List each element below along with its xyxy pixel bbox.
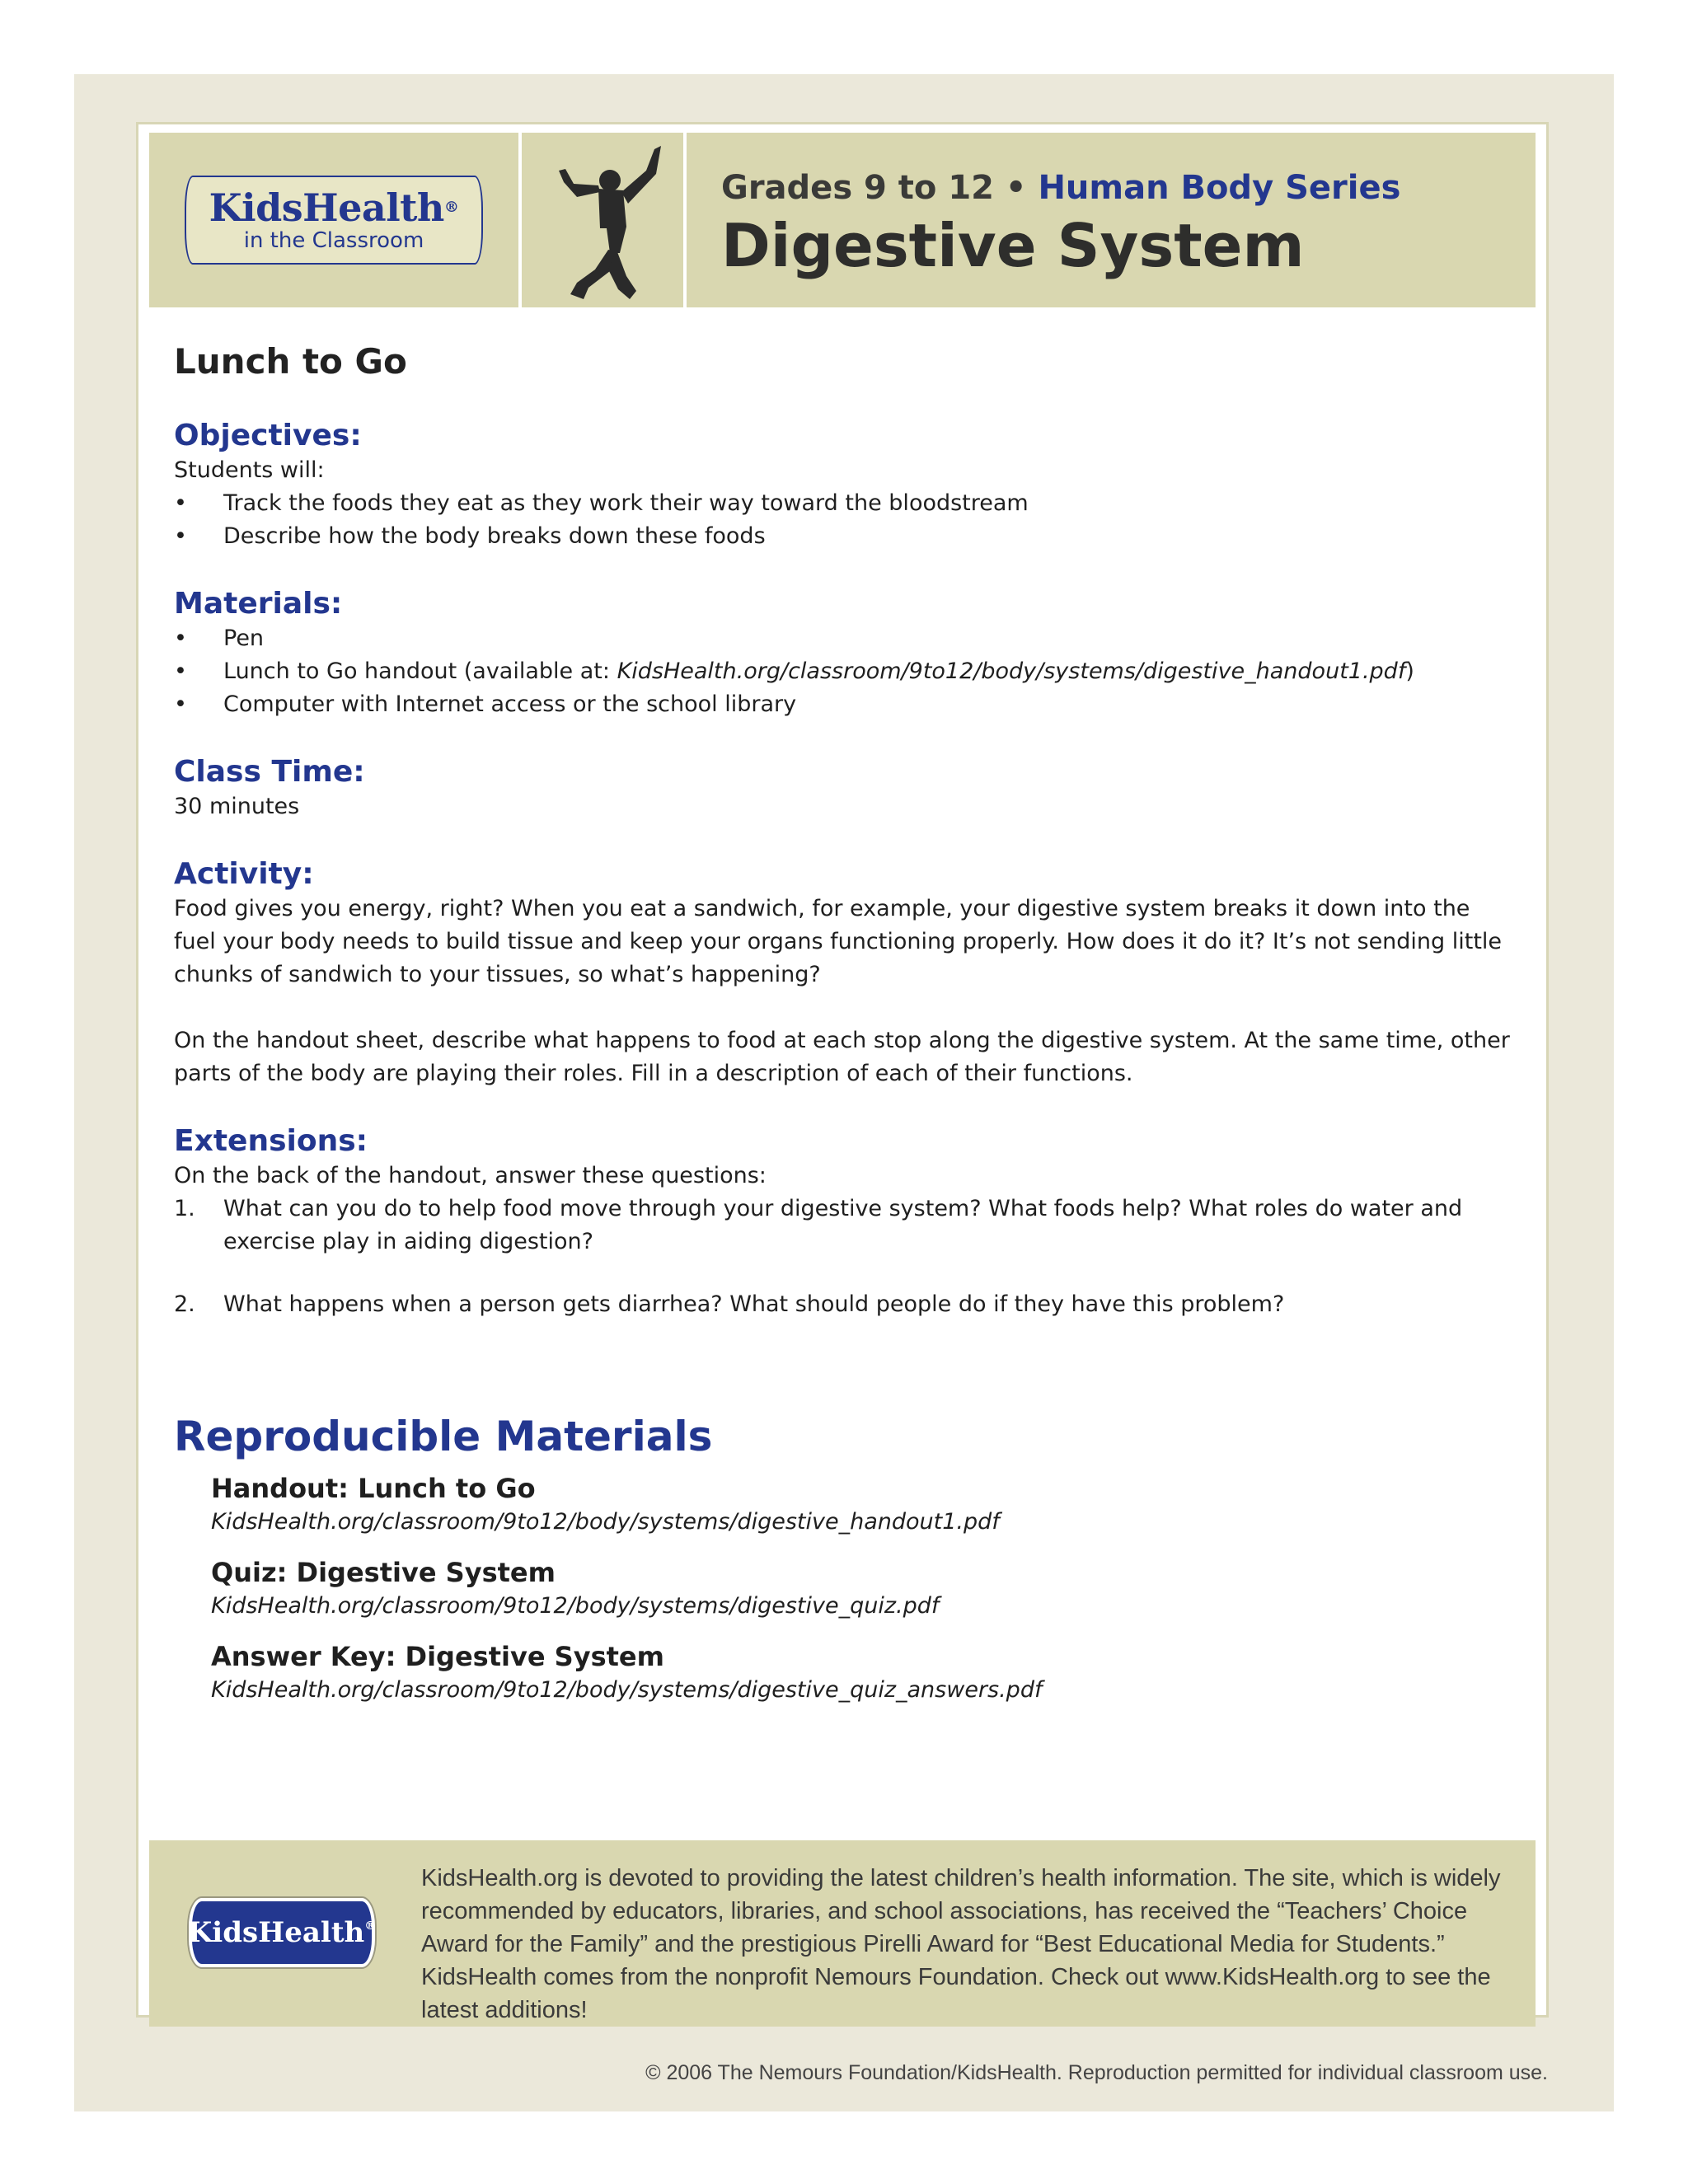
kidshealth-classroom-logo xyxy=(185,176,483,265)
item-number: 2. xyxy=(174,1291,195,1317)
item-number: 1. xyxy=(174,1196,195,1221)
objectives-heading: Objectives: xyxy=(174,419,362,452)
reproducible-item xyxy=(174,1471,1517,1539)
material-text: Lunch to Go handout (available at: xyxy=(223,658,617,684)
reproducible-link[interactable]: KidsHealth.org/classroom/9to12/body/systems/digestive_quiz_answers.pdf xyxy=(211,1677,1043,1703)
list-item xyxy=(174,655,1517,688)
list-item xyxy=(174,1288,1517,1321)
title-cell xyxy=(687,133,1536,307)
footer-logo-registered-mark: ® xyxy=(364,1919,377,1933)
objectives-section xyxy=(174,418,1517,553)
list-item xyxy=(174,1193,1517,1258)
reproducible-item xyxy=(174,1555,1517,1623)
question-text: What happens when a person gets diarrhea? What should people do if they have this problem? xyxy=(223,1291,1285,1317)
copyright-notice: © 2006 The Nemours Foundation/KidsHealth. Reproduction permitted for individual classroom use. xyxy=(645,2061,1548,2084)
logo-registered-mark: ® xyxy=(443,199,459,216)
class-time-value: 30 minutes xyxy=(174,794,300,819)
list-item xyxy=(174,520,1517,553)
objectives-intro: Students will: xyxy=(174,457,325,483)
material-text: Computer with Internet access or the school library xyxy=(223,691,797,717)
activity-paragraph: Food gives you energy, right? When you eat a sandwich, for example, your digestive system breaks it down into the fuel your body needs to build tissue and keep your organs functioning properly. How does it do it? It’s not sending little chunks of sandwich to your tissues, so what’s happening? xyxy=(174,896,1503,987)
kidshealth-logo xyxy=(189,1898,375,1967)
class-time-heading: Class Time: xyxy=(174,755,365,789)
handout-link[interactable]: KidsHealth.org/classroom/9to12/body/systems/digestive_handout1.pdf xyxy=(617,658,1406,684)
class-time-section xyxy=(174,754,1517,823)
header-band xyxy=(149,133,1536,307)
footer-description: KidsHealth.org is devoted to providing the latest children’s health information. The site, which is widely recommended by educators, libraries, and school associations, has received the “Teachers’ Choice Award for the Family” and the prestigious Pirelli Award for “Best Educational Media for Students.” KidsHealth comes from the nonprofit Nemours Foundation. Check out www.KidsHealth.org to see the latest additions! xyxy=(421,1865,1501,2023)
footer-band xyxy=(149,1840,1536,2027)
activity-heading: Activity: xyxy=(174,857,314,891)
list-item xyxy=(174,487,1517,520)
extensions-heading: Extensions: xyxy=(174,1124,368,1158)
reproducible-name: Quiz: Digestive System xyxy=(211,1557,556,1588)
content-frame xyxy=(136,122,1549,2023)
reproducible-name: Answer Key: Digestive System xyxy=(211,1641,664,1672)
reproducible-link[interactable]: KidsHealth.org/classroom/9to12/body/systems/digestive_handout1.pdf xyxy=(211,1509,1000,1535)
objective-text: Describe how the body breaks down these foods xyxy=(223,523,766,549)
page-background xyxy=(74,74,1614,2111)
bullet: • xyxy=(174,658,187,684)
page-title: Digestive System xyxy=(721,211,1305,280)
list-item xyxy=(174,688,1517,721)
bullet: • xyxy=(174,626,187,651)
jumping-person-icon xyxy=(541,138,664,302)
logo-subtitle: in the Classroom xyxy=(243,228,424,253)
list-item xyxy=(174,622,1517,655)
grade-level: Grades 9 to 12 • xyxy=(721,169,1027,207)
objective-text: Track the foods they eat as they work their way toward the bloodstream xyxy=(223,490,1029,516)
figure-cell xyxy=(522,133,683,307)
footer-logo-text: KidsHealth xyxy=(187,1916,365,1949)
activity-paragraph: On the handout sheet, describe what happens to food at each stop along the digestive system. At the same time, other parts of the body are playing their roles. Fill in a description of each of their functions. xyxy=(174,1028,1510,1086)
reproducible-section xyxy=(174,1412,1517,1707)
reproducible-item xyxy=(174,1639,1517,1707)
grade-line xyxy=(721,167,1536,209)
reproducible-link[interactable]: KidsHealth.org/classroom/9to12/body/systems/digestive_quiz.pdf xyxy=(211,1593,940,1619)
reproducible-heading: Reproducible Materials xyxy=(174,1413,713,1460)
materials-section xyxy=(174,586,1517,721)
lesson-title: Lunch to Go xyxy=(174,341,407,382)
logo-cell xyxy=(149,133,518,307)
bullet: • xyxy=(174,691,187,717)
bullet: • xyxy=(174,523,187,549)
extensions-section xyxy=(174,1123,1517,1321)
logo-title: KidsHealth xyxy=(209,185,444,230)
lesson-content xyxy=(174,340,1517,1707)
extensions-intro: On the back of the handout, answer these questions: xyxy=(174,1163,767,1188)
bullet: • xyxy=(174,490,187,516)
material-close-paren: ) xyxy=(1405,658,1414,684)
reproducible-name: Handout: Lunch to Go xyxy=(211,1473,536,1504)
material-text: Pen xyxy=(223,626,265,651)
question-text: What can you do to help food move through your digestive system? What foods help? What roles do water and exercise play in aiding digestion? xyxy=(223,1196,1463,1254)
series-name: Human Body Series xyxy=(1038,169,1401,207)
activity-section xyxy=(174,856,1517,1090)
materials-heading: Materials: xyxy=(174,587,343,621)
